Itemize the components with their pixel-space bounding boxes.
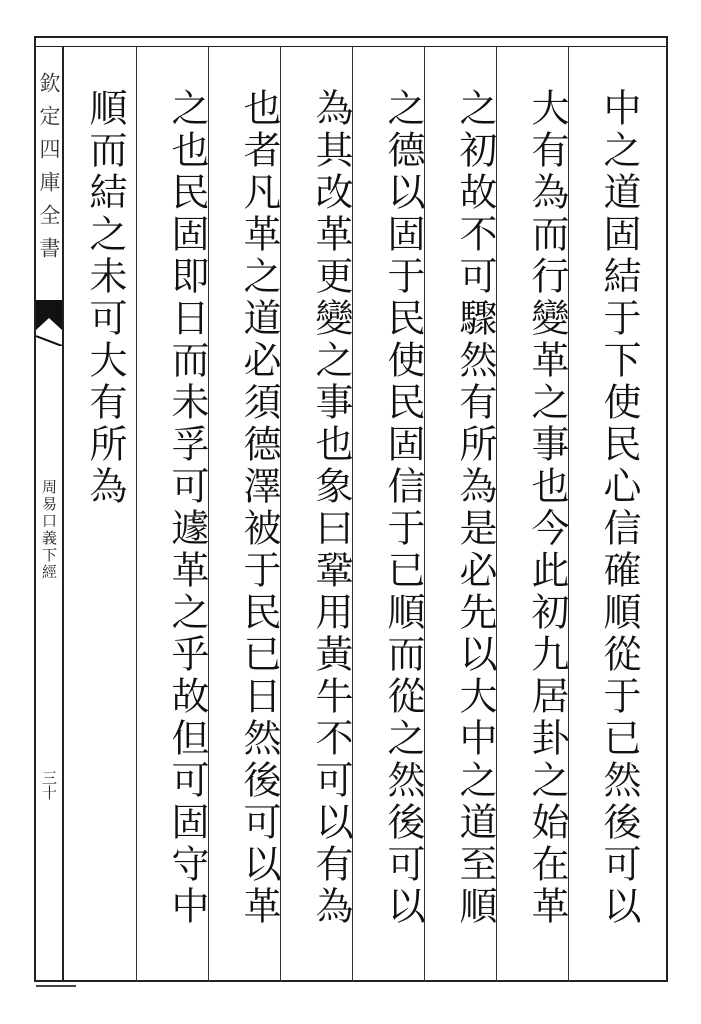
bottom-mark [36,985,76,987]
text-column-7: 之也民固即日而未孚可遽革之乎故但可固守中 [165,88,209,928]
top-rule [34,46,668,47]
book-section-title: 周易口義下經 [40,479,58,581]
text-column-4: 之德以固于民使民固信于已順而從之然後可以 [381,88,425,928]
fishtail-mark-icon [36,300,62,346]
column-rule [136,46,137,982]
text-column-8: 順而結之未可大有所為 [83,88,127,508]
text-column-2: 大有為而行變革之事也今此初九居卦之始在革 [525,88,569,928]
text-column-6: 也者凡革之道必須德澤被于民已日然後可以革 [237,88,281,928]
text-column-5: 為其改革更變之事也象曰鞏用黃牛不可以有為 [309,88,353,928]
text-column-1: 中之道固結于下使民心信確順從于已然後可以 [597,88,641,928]
page-number: 三十 [40,770,58,800]
text-column-3: 之初故不可驟然有所為是必先以大中之道至順 [453,88,497,928]
collection-title: 欽定四庫全書 [37,72,61,270]
